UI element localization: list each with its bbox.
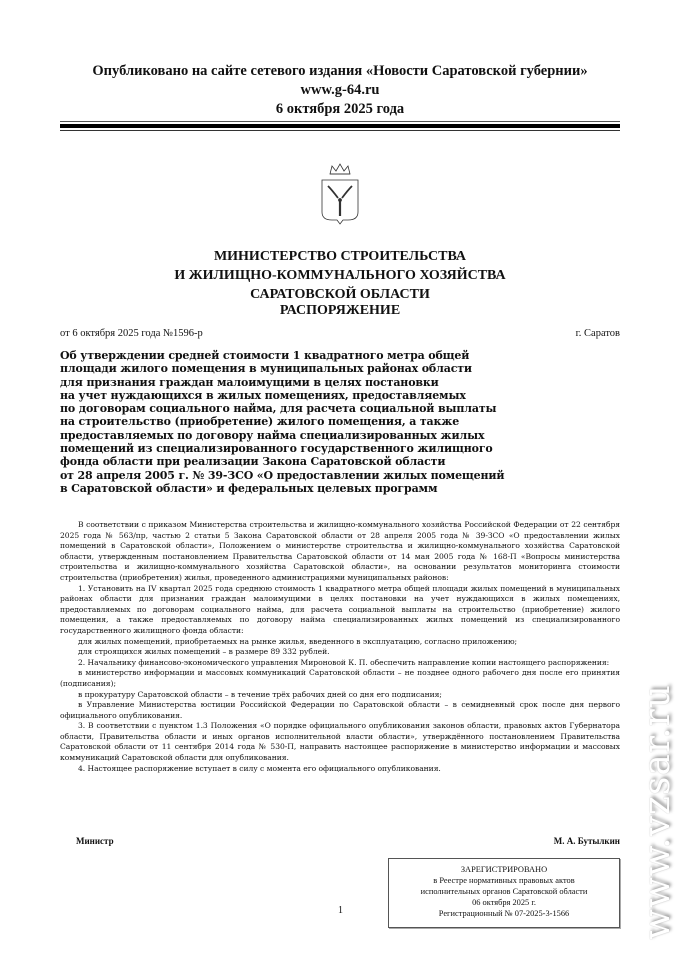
title-line: по договорам социального найма, для расчета социальной выплаты xyxy=(60,402,497,416)
item-2b-paragraph: в прокуратуру Саратовской области – в течение трёх рабочих дней со дня его подписания; xyxy=(78,689,442,699)
registration-stamp xyxy=(388,858,620,928)
signatory-name: М. А. Бутылкин xyxy=(553,836,620,846)
item-4-paragraph: 4. Настоящее распоряжение вступает в силу с момента его официального опубликования. xyxy=(78,763,441,773)
header-divider-thick xyxy=(60,124,620,128)
title-line: от 28 апреля 2005 г. № 39-ЗСО «О предоставлении жилых помещений xyxy=(60,468,505,482)
document-body xyxy=(60,520,620,774)
title-line: Об утверждении средней стоимости 1 квадратного метра общей xyxy=(60,349,470,362)
stamp-line: в Реестре нормативных правовых актов xyxy=(433,876,575,885)
signature-block xyxy=(76,836,620,846)
page-number: 1 xyxy=(338,905,343,916)
saratov-coat-of-arms-icon xyxy=(318,160,362,226)
item-2c-paragraph: в Управление Министерства юстиции Российской Федерации по Саратовской области – в семидневный срок после дня первого официального опубликования. xyxy=(60,700,620,720)
title-line: на учет нуждающихся в жилых помещениях, предоставляемых xyxy=(60,388,466,402)
stamp-line: исполнительных органов Саратовской области xyxy=(420,887,588,896)
ministry-line: И ЖИЛИЩНО-КОММУНАЛЬНОГО ХОЗЯЙСТВА xyxy=(174,268,506,283)
item-2a-paragraph: в министерство информации и массовых коммуникаций Саратовской области – не позднее одного рабочего дня после его принятия (подписания); xyxy=(60,668,620,688)
ministry-line: МИНИСТЕРСТВО СТРОИТЕЛЬСТВА xyxy=(213,249,467,264)
item-1-paragraph: 1. Установить на IV квартал 2025 года среднюю стоимость 1 квадратного метра общей площади жилых помещений в муниципальных районах области для признания граждан малоимущими в целях постановки на учет нуждающихся в жилых помещениях, предоставляемых по договорам социального найма, для расчета социальной выплаты на строительство (приобретение) жилого помещения, а также предоставляемых по договору найма специализированных жилых помещений из специализированного государственного жилищного фонда области: xyxy=(60,583,620,635)
title-line: для признания граждан малоимущими в целях постановки xyxy=(60,375,439,389)
document-city: г. Саратов xyxy=(575,328,620,339)
publication-source: Опубликовано на сайте сетевого издания «Новости Саратовской губернии» xyxy=(92,63,588,79)
stamp-line: 06 октября 2025 г. xyxy=(472,898,536,907)
ministry-name xyxy=(60,247,620,304)
document-date-number: от 6 октября 2025 года №1596-р xyxy=(60,328,203,339)
title-line: помещений из специализированного государственного жилищного xyxy=(60,442,493,456)
preamble-paragraph: В соответствии с приказом Министерства строительства и жилищно-коммунального хозяйства Российской Федерации от 22 сентября 2025 года № 563/пр, частью 2 статьи 5 Закона Саратовской области от 28 апреля 2005 года № 39-ЗСО «О предоставлении жилых помещений в Саратовской области», Положением о министерстве строительства и жилищно-коммунального хозяйства Саратовской области, утвержденным постановлением Правительства Саратовской области от 14 мая 2005 года № 168-П «Вопросы министерства строительства и жилищно-коммунального хозяйства Саратовской области», на основании результатов мониторинга стоимости строительства (приобретения) жилья, проведенного администрациями муниципальных районов: xyxy=(60,520,620,582)
stamp-line: Регистрационный № 07-2025-3-1566 xyxy=(438,909,570,918)
ministry-line: САРАТОВСКОЙ ОБЛАСТИ xyxy=(250,287,430,302)
document-type: РАСПОРЯЖЕНИЕ xyxy=(279,303,401,318)
publication-date: 6 октября 2025 года xyxy=(275,101,405,117)
title-line: предоставляемых по договору найма специализированных жилых xyxy=(60,428,485,442)
item-1a-paragraph: для жилых помещений, приобретаемых на рынке жилья, введенного в эксплуатацию, согласно приложению; xyxy=(78,636,518,646)
item-3-paragraph: 3. В соответствии с пунктом 1.3 Положения «О порядке официального опубликования законов области, правовых актов Губернатора области, Правительства области и иных органов исполнительной власти области», утверждённого постановлением Правительства Саратовской области от 11 сентября 2014 года № 530-П, направить настоящее распоряжение в министерство информации и массовых коммуникаций Саратовской области для опубликования. xyxy=(60,721,620,763)
document-title xyxy=(60,349,530,495)
title-line: в Саратовской области» и федеральных целевых программ xyxy=(60,481,438,495)
item-1b-paragraph: для строящихся жилых помещений – в размере 89 332 рублей. xyxy=(78,647,330,657)
item-2-paragraph: 2. Начальнику финансово-экономического управления Мироновой К. П. обеспечить направление копии настоящего распоряжения: xyxy=(78,657,610,667)
publication-header xyxy=(60,62,620,119)
signatory-position: Министр xyxy=(76,836,114,846)
header-divider-top xyxy=(60,121,620,122)
publication-url: www.g-64.ru xyxy=(300,82,380,98)
header-divider-thin xyxy=(60,130,620,131)
title-line: фонда области при реализации Закона Саратовской области xyxy=(60,455,446,469)
document-meta xyxy=(60,328,620,339)
watermark: www.vzsar.ru xyxy=(637,684,678,940)
title-line: на строительство (приобретение) жилого помещения, а также xyxy=(60,415,460,429)
title-line: площади жилого помещения в муниципальных районах области xyxy=(60,362,472,376)
stamp-line: ЗАРЕГИСТРИРОВАНО xyxy=(460,865,548,874)
